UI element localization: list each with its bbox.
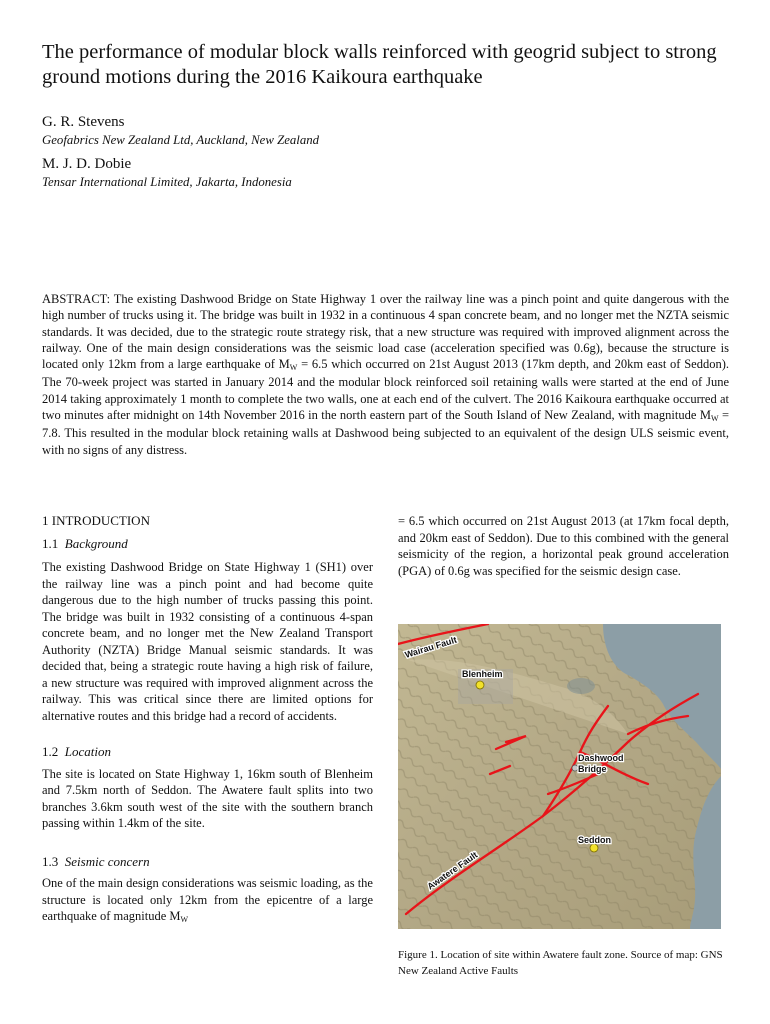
fault-map [398, 624, 721, 929]
dashwood-label: Dashwood [578, 753, 624, 763]
blenheim-marker [476, 681, 484, 689]
subsection-heading: 1.1 Background [42, 535, 128, 551]
left-column [42, 513, 373, 927]
abstract: ABSTRACT: The existing Dashwood Bridge on State Highway 1 over the railway line was a pinch point and quite dangerous with the high number of trucks using it. The bridge was built in 1932 in a continuous 4 span concrete beam, and no longer met the NZTA seismic standards. It was decided, due to the strategic route strategy risk, that a new structure was required with improved alignment across the railway. One of the main design considerations was the seismic load case (acceleration specified was 0.6g), because the structure is located only 12km from a large earthquake of $M_W = 6.5$ which occurred on 21st August 2013 (17km depth, and 20km east of Seddon). The 70-week project was started in January 2014 and the modular block reinforced soil retaining walls were started at the end of June 2014 taking approximately 1 month to complete the two walls, one at each end of the culvert. The 2016 Kaikoura earthquake occurred at two minutes after midnight on 14th November 2016 in the north eastern part of the South Island of New Zealand, with magnitude $M_W = 7.8$. This resulted in the modular block retaining walls at Dashwood being subjected to an equivalent of the design ULS seismic event, with no signs of any distress. [42, 292, 729, 457]
lagoon [567, 678, 595, 694]
blenheim-label: Blenheim [462, 669, 503, 679]
bridge-label: Bridge [578, 764, 607, 774]
background-paragraph: The existing Dashwood Bridge on State Highway 1 (SH1) over the railway line was a pinch point and had become quite dangerous due to the high number of trucks passing this point. The bridge was built in 1932 consisting of a continuous 4-span concrete beam, and no longer met the New Zealand Transport Authority (NZTA) Bridge Manual seismic standards. It was decided that, being a strategic route having a high risk of failure, a new structure was required with improved alignment across the railway. This was critical since there are limited options for alternative routes and this bridge had a record of accidents. [42, 560, 373, 723]
subsection-heading: 1.2 Location [42, 744, 111, 759]
right-column [398, 513, 729, 579]
awatere-fault-label: Awatere Fault [425, 849, 480, 892]
author-name: M. J. D. Dobie [42, 156, 132, 172]
seismic-paragraph: One of the main design considerations was seismic loading, as the structure is located only 12km from the epicentre of a large earthquake of magnitude $M_W$ [42, 876, 373, 924]
section-heading: 1 INTRODUCTION [42, 513, 150, 528]
paper-title: The performance of modular block walls reinforced with geogrid subject to strong ground motions during the 2016 Kaikoura earthquake [42, 41, 717, 88]
author-affiliation: Geofabrics New Zealand Ltd, Auckland, New Zealand [42, 133, 320, 147]
abstract-label: ABSTRACT: [42, 292, 111, 306]
location-paragraph: The site is located on State Highway 1, 16km south of Blenheim and 7.5km north of Seddon. The Awatere fault splits into two branches 3.6km south west of the site with the southern branch passing within 1.4km of the site. [42, 766, 373, 830]
seismic-paragraph-continued: = 6.5 which occurred on 21st August 2013 (at 17km focal depth, and 20km east of Seddon). Due to this combined with the general seismicity of the region, a horizontal peak ground acceleration (PGA) of 0.6g was specified for the seismic design case. [398, 514, 729, 578]
figure-caption: Figure 1. Location of site within Awatere fault zone. Source of map: GNS New Zealand Active Faults [398, 949, 723, 977]
author-affiliation: Tensar International Limited, Jakarta, Indonesia [42, 175, 292, 189]
subsection-heading: 1.3 Seismic concern [42, 853, 150, 869]
seddon-marker [590, 844, 598, 852]
seddon-label: Seddon [578, 835, 611, 845]
wairau-fault-label: Wairau Fault [403, 634, 458, 660]
author-name: G. R. Stevens [42, 114, 125, 130]
